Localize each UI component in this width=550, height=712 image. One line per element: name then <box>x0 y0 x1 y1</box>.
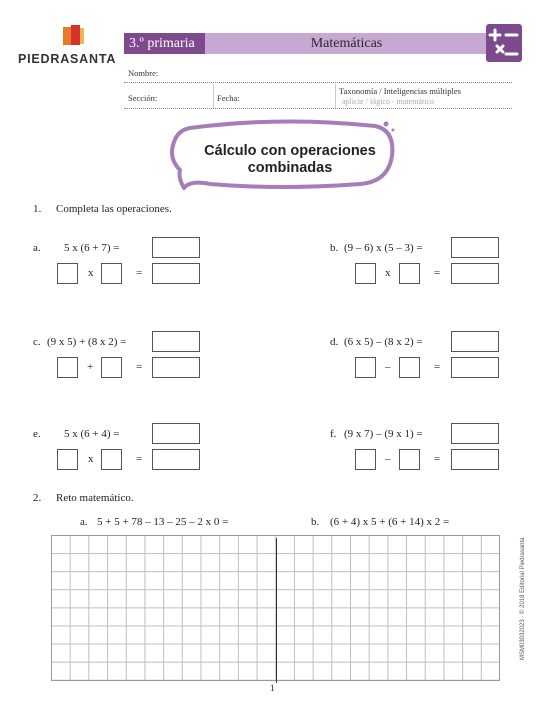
result-input[interactable] <box>152 449 200 470</box>
exercise-letter: c. <box>33 336 41 348</box>
operand-input[interactable] <box>355 263 376 284</box>
operand-input[interactable] <box>399 263 420 284</box>
exercise-expression: (9 x 7) – (9 x 1) = <box>344 428 423 440</box>
operand-input[interactable] <box>101 449 122 470</box>
section-2-number: 2. <box>33 492 42 504</box>
result-input[interactable] <box>451 237 499 258</box>
publisher-note: MSM03032023 · © 2018 Editorial Piedrasanta <box>520 537 526 660</box>
equals-sign: = <box>136 361 143 373</box>
result-input[interactable] <box>152 237 200 258</box>
exercise-letter: d. <box>330 336 339 348</box>
result-input[interactable] <box>451 423 499 444</box>
operator: + <box>87 361 94 373</box>
operand-input[interactable] <box>355 357 376 378</box>
operator: x <box>385 267 391 279</box>
operand-input[interactable] <box>57 263 78 284</box>
result-input[interactable] <box>152 263 200 284</box>
exercise-letter: e. <box>33 428 41 440</box>
operand-input[interactable] <box>399 449 420 470</box>
challenge-letter: a. <box>80 516 88 528</box>
page-number: 1 <box>270 683 275 693</box>
operand-input[interactable] <box>57 357 78 378</box>
challenge-expression: 5 + 5 + 78 – 13 – 25 – 2 x 0 = <box>97 516 229 528</box>
equals-sign: = <box>434 361 441 373</box>
section-1-instruction: Completa las operaciones. <box>56 203 172 215</box>
page-title <box>185 143 395 177</box>
equals-sign: = <box>136 453 143 465</box>
exercise-expression: 5 x (6 + 7) = <box>64 242 120 254</box>
taxonomy-label: Taxonomía / Inteligencias múltiples <box>339 86 461 96</box>
challenge-expression: (6 + 4) x 5 + (6 + 14) x 2 = <box>330 516 450 528</box>
operator: x <box>88 267 94 279</box>
plus-minus-times-icon <box>486 24 522 62</box>
operand-input[interactable] <box>101 357 122 378</box>
result-input[interactable] <box>451 331 499 352</box>
grade-label: 3.º primaria <box>124 33 205 54</box>
result-input[interactable] <box>152 357 200 378</box>
operator: – <box>385 361 391 373</box>
operand-input[interactable] <box>399 357 420 378</box>
title-line-2: combinadas <box>247 160 333 176</box>
exercise-letter: f. <box>330 428 337 440</box>
exercise-expression: (9 x 5) + (8 x 2) = <box>47 336 127 348</box>
result-input[interactable] <box>451 357 499 378</box>
divider <box>335 84 336 108</box>
result-input[interactable] <box>152 331 200 352</box>
exercise-letter: b. <box>330 242 339 254</box>
grid-divider <box>276 538 277 683</box>
exercise-expression: 5 x (6 + 4) = <box>64 428 120 440</box>
section-2-instruction: Reto matemático. <box>56 492 134 504</box>
section-label: Sección: <box>128 93 158 103</box>
book-icon <box>60 25 86 49</box>
name-field[interactable] <box>124 62 512 83</box>
section-1-number: 1. <box>33 203 42 215</box>
divider <box>213 84 214 108</box>
equals-sign: = <box>136 267 143 279</box>
exercise-expression: (6 x 5) – (8 x 2) = <box>344 336 423 348</box>
operator: – <box>385 453 391 465</box>
equals-sign: = <box>434 267 441 279</box>
taxonomy-values: aplicar / lógico - matemático <box>342 97 434 106</box>
exercise-letter: a. <box>33 242 41 254</box>
name-label: Nombre: <box>128 68 159 78</box>
operand-input[interactable] <box>355 449 376 470</box>
operand-input[interactable] <box>101 263 122 284</box>
title-line-1: Cálculo con operaciones <box>204 143 376 159</box>
challenge-letter: b. <box>311 516 320 528</box>
equals-sign: = <box>434 453 441 465</box>
logo-name: PIEDRASANTA <box>18 52 117 66</box>
exercise-expression: (9 – 6) x (5 – 3) = <box>344 242 423 254</box>
date-label: Fecha: <box>217 93 240 103</box>
operator: x <box>88 453 94 465</box>
result-input[interactable] <box>451 449 499 470</box>
logo <box>18 25 120 75</box>
operand-input[interactable] <box>57 449 78 470</box>
subject-title: Matemáticas <box>205 33 488 54</box>
result-input[interactable] <box>152 423 200 444</box>
result-input[interactable] <box>451 263 499 284</box>
